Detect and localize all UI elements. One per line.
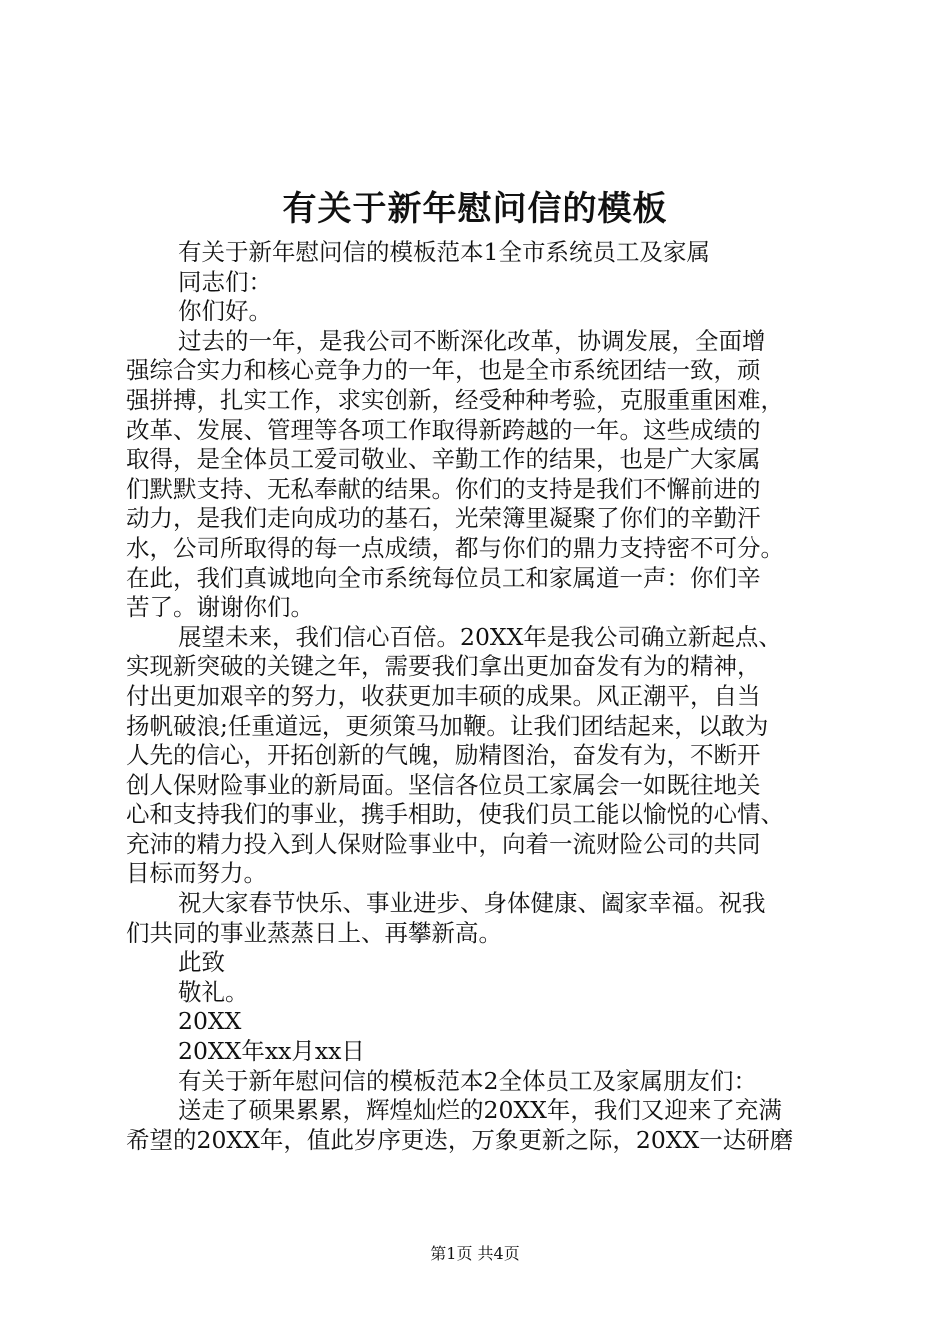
body-line: 20XX年xx月xx日: [178, 1037, 365, 1066]
body-line: 你们好。: [178, 297, 272, 326]
body-line: 希望的20XX年，值此岁序更迭，万象更新之际，20XX一达研磨: [126, 1125, 794, 1154]
body-line: 人先的信心，开拓创新的气魄，励精图治，奋发有为，不断开: [126, 741, 761, 770]
body-line: 展望未来，我们信心百倍。20XX年是我公司确立新起点、: [178, 622, 782, 651]
body-line: 20XX: [178, 1007, 242, 1036]
body-line: 强拼搏，扎实工作，求实创新，经受种种考验，克服重重困难，: [126, 385, 784, 414]
document-title: 有关于新年慰问信的模板: [282, 189, 668, 229]
body-line: 在此，我们真诚地向全市系统每位员工和家属道一声：你们辛: [126, 563, 761, 592]
body-line: 有关于新年慰问信的模板范本1全市系统员工及家属: [178, 238, 710, 266]
body-line: 动力，是我们走向成功的基石，光荣簿里凝聚了你们的辛勤汗: [126, 504, 761, 533]
body-line: 们默默支持、无私奉献的结果。你们的支持是我们不懈前进的: [126, 474, 761, 503]
body-line: 创人保财险事业的新局面。坚信各位员工家属会一如既往地关: [126, 770, 761, 799]
page-footer: 第1页 共4页: [430, 1244, 520, 1263]
body-line: 祝大家春节快乐、事业进步、身体健康、阖家幸福。祝我: [178, 889, 766, 918]
body-line: 充沛的精力投入到人保财险事业中，向着一流财险公司的共同: [126, 829, 761, 858]
body-line: 们共同的事业蒸蒸日上、再攀新高。: [126, 918, 502, 947]
body-line: 强综合实力和核心竞争力的一年，也是全市系统团结一致，顽: [126, 356, 761, 385]
body-line: 敬礼。: [178, 977, 249, 1006]
body-line: 送走了硕果累累，辉煌灿烂的20XX年，我们又迎来了充满: [178, 1096, 782, 1125]
body-line: 苦了。谢谢你们。: [126, 593, 314, 622]
body-line: 水，公司所取得的每一点成绩，都与你们的鼎力支持密不可分。: [126, 533, 784, 562]
body-line: 此致: [178, 948, 225, 977]
body-line: 实现新突破的关键之年，需要我们拿出更加奋发有为的精神，: [126, 652, 761, 681]
body-line: 心和支持我们的事业，携手相助，使我们员工能以愉悦的心情、: [126, 800, 784, 829]
body-line: 改革、发展、管理等各项工作取得新跨越的一年。这些成绩的: [126, 415, 761, 444]
body-line: 扬帆破浪;任重道远，更须策马加鞭。让我们团结起来，以敢为: [126, 711, 769, 740]
body-line: 过去的一年，是我公司不断深化改革，协调发展，全面增: [178, 326, 766, 355]
document-body: [126, 238, 832, 1155]
body-line: 同志们：: [178, 267, 272, 296]
body-line: 付出更加艰辛的努力，收获更加丰硕的成果。风正潮平，自当: [126, 681, 761, 710]
body-line: 有关于新年慰问信的模板范本2全体员工及家属朋友们：: [178, 1066, 757, 1095]
body-line: 目标而努力。: [126, 859, 267, 888]
body-line: 取得，是全体员工爱司敬业、辛勤工作的结果，也是广大家属: [126, 445, 761, 474]
